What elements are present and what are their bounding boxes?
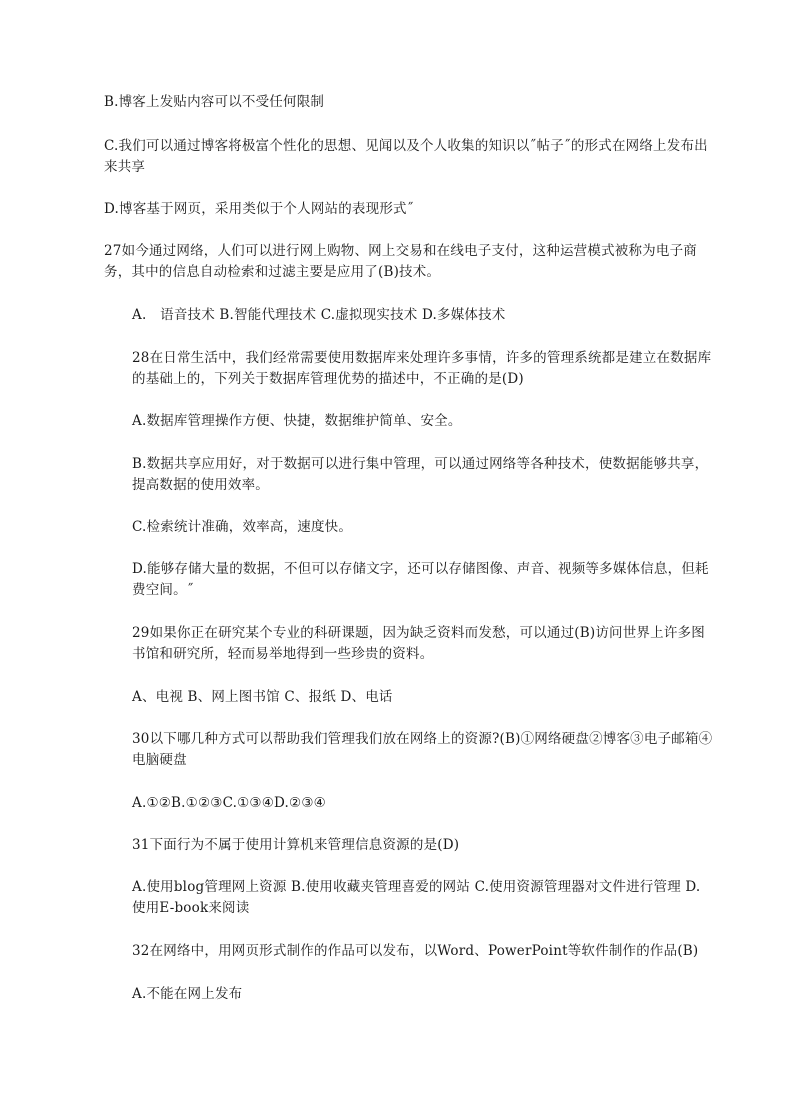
- question-28-option-a: A.数据库管理操作方便、快捷，数据维护简单、安全。: [132, 413, 462, 429]
- option-c-blog-sharing: C.我们可以通过博客将极富个性化的思想、见闻以及个人收集的知识以˝帖子˝的形式在网络上发布出来共享: [104, 138, 708, 175]
- option-d-blog-webpage: D.博客基于网页，采用类似于个人网站的表现形式˝: [104, 201, 414, 217]
- question-27: 27如今通过网络，人们可以进行网上购物、网上交易和在线电子支付，这种运营模式被称为电子商务，其中的信息自动检索和过滤主要是应用了(B)技术。: [104, 243, 697, 280]
- question-28-option-c: C.检索统计准确，效率高，速度快。: [132, 519, 353, 535]
- question-29: 29如果你正在研究某个专业的科研课题，因为缺乏资料而发愁，可以通过(B)访问世界上许多图书馆和研究所，轻而易举地得到一些珍贵的资料。: [132, 625, 705, 662]
- question-31: 31下面行为不属于使用计算机来管理信息资源的是(D): [132, 837, 460, 853]
- question-32: 32在网络中，用网页形式制作的作品可以发布，以Word、PowerPoint等软件制作的作品(B): [132, 943, 699, 959]
- question-30: 30以下哪几种方式可以帮助我们管理我们放在网络上的资源?(B)①网络硬盘②博客③电子邮箱④电脑硬盘: [132, 731, 713, 768]
- question-28: 28在日常生活中，我们经常需要使用数据库来处理许多事情，许多的管理系统都是建立在数据库的基础上的，下列关于数据库管理优势的描述中，不正确的是(D): [132, 350, 712, 387]
- question-31-options: A.使用blog管理网上资源 B.使用收藏夹管理喜爱的网站 C.使用资源管理器对文件进行管理 D.使用E-book来阅读: [132, 879, 701, 916]
- question-30-options: A.①②B.①②③C.①③④D.②③④: [132, 795, 326, 811]
- option-b-blog-posting: B.博客上发贴内容可以不受任何限制: [104, 94, 325, 110]
- question-28-option-d: D.能够存储大量的数据，不但可以存储文字，还可以存储图像、声音、视频等多媒体信息，但耗费空间。˝: [132, 561, 709, 598]
- question-32-option-a: A.不能在网上发布: [132, 986, 243, 1002]
- question-29-options: A、电视 B、网上图书馆 C、报纸 D、电话: [132, 689, 393, 705]
- question-27-options: A. 语音技术 B.智能代理技术 C.虚拟现实技术 D.多媒体技术: [132, 307, 506, 323]
- question-28-option-b: B.数据共享应用好，对于数据可以进行集中管理，可以通过网络等各种技术，使数据能够共享，提高数据的使用效率。: [132, 456, 709, 493]
